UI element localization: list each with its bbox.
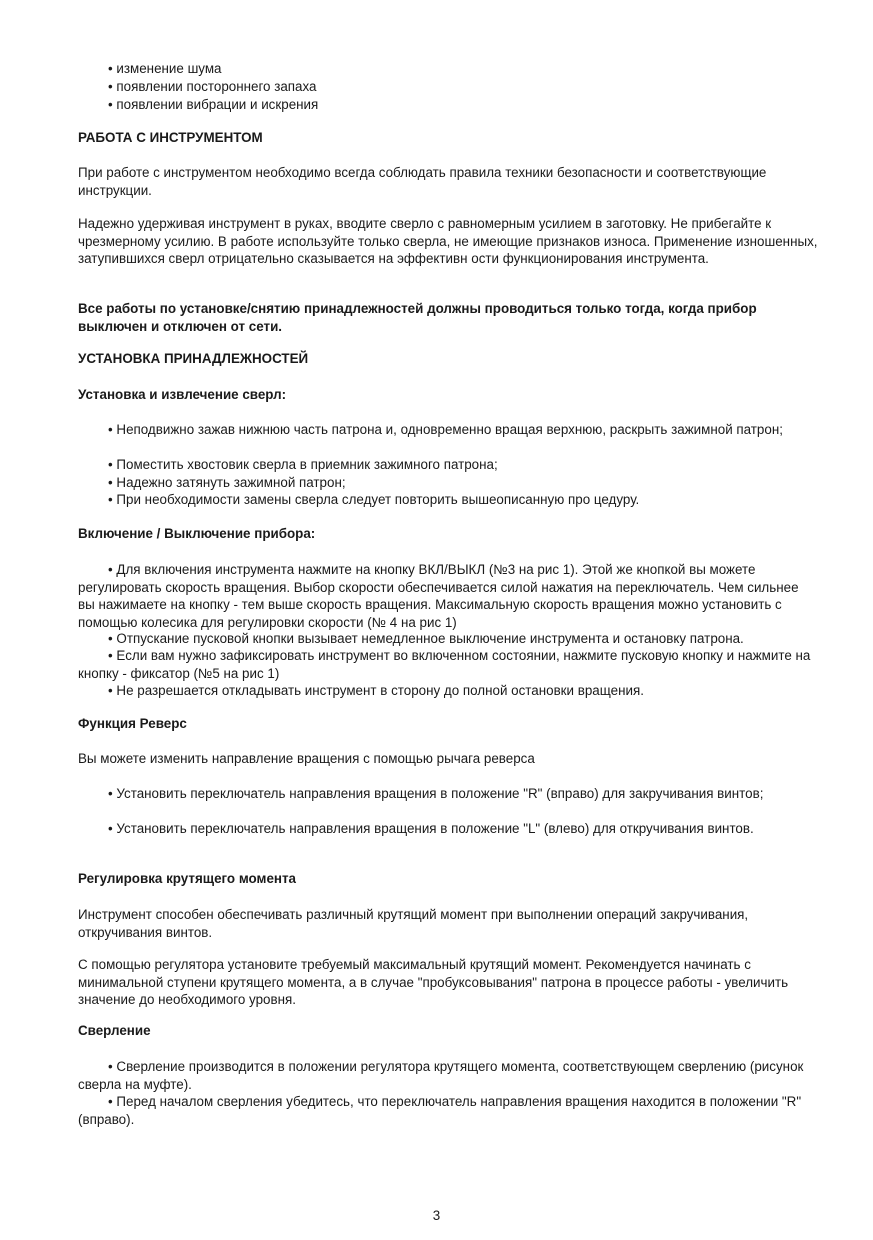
list-item: • При необходимости замены сверла следует повторить вышеописанную про цедуру.: [108, 492, 640, 507]
list-item: • Не разрешается откладывать инструмент в сторону до полной остановки вращения.: [108, 683, 644, 698]
list-item: • Если вам нужно зафиксировать инструмент во включенном состоянии, нажмите пусковую кнопку и нажмите на кнопку - фиксатор (№5 на рис 1): [78, 648, 811, 681]
section-heading: РАБОТА С ИНСТРУМЕНТОМ: [78, 130, 263, 145]
list-item: • Надежно затянуть зажимной патрон;: [108, 475, 346, 490]
list-item: • Установить переключатель направления вращения в положение "L" (влево) для откручивания винтов.: [108, 821, 754, 836]
subsection-heading: Включение / Выключение прибора:: [78, 526, 316, 541]
list-item: • Перед началом сверления убедитесь, что переключатель направления вращения находится в положении "R" (вправо).: [78, 1094, 802, 1127]
list-item: • Для включения инструмента нажмите на кнопку ВКЛ/ВЫКЛ (№3 на рис 1). Этой же кнопкой вы можете регулировать скорость вращения. Выбор скорости обеспечивается силой нажатия на переключатель. Чем сильнее вы нажимаете на кнопку - тем выше скорость вращения. Максимальную скорость вращения можно установить с помощью колесика для регулировки скорости (№ 4 на рис 1): [78, 562, 799, 630]
page-number: 3: [432, 1208, 441, 1223]
list-item: • Неподвижно зажав нижнюю часть патрона и, одновременно вращая верхнюю, раскрыть зажимной патрон;: [108, 422, 783, 437]
section-heading: УСТАНОВКА ПРИНАДЛЕЖНОСТЕЙ: [78, 351, 309, 366]
subsection-heading: Сверление: [78, 1023, 151, 1038]
list-item: • Поместить хвостовик сверла в приемник зажимного патрона;: [108, 457, 498, 472]
list-item: • появлении вибрации и искрения: [108, 97, 319, 112]
list-item: • появлении постороннего запаха: [108, 79, 317, 94]
paragraph: Надежно удерживая инструмент в руках, вводите сверло с равномерным усилием в заготовку. Не прибегайте к чрезмерному усилию. В работе используйте только сверла, не имеющие признаков износа. Применение изношенных, затупившихся сверл отрицательно сказывается на эффективн ости функционирования инструмента.: [78, 216, 818, 267]
subsection-heading: Установка и извлечение сверл:: [78, 387, 287, 402]
warning-paragraph: Все работы по установке/снятию принадлежностей должны проводиться только тогда, когда прибор выключен и отключен от сети.: [78, 301, 757, 334]
paragraph: При работе с инструментом необходимо всегда соблюдать правила техники безопасности и соответствующие инструкции.: [78, 165, 767, 198]
list-item: • Сверление производится в положении регулятора крутящего момента, соответствующем сверлению (рисунок сверла на муфте).: [78, 1059, 804, 1092]
paragraph: Инструмент способен обеспечивать различный крутящий момент при выполнении операций закручивания, откручивания винтов.: [78, 907, 749, 940]
paragraph: Вы можете изменить направление вращения с помощью рычага реверса: [78, 751, 535, 766]
subsection-heading: Регулировка крутящего момента: [78, 871, 297, 886]
subsection-heading: Функция Реверс: [78, 716, 187, 731]
list-item: • Отпускание пусковой кнопки вызывает немедленное выключение инструмента и остановку патрона.: [108, 631, 744, 646]
list-item: • Установить переключатель направления вращения в положение "R" (вправо) для закручивания винтов;: [108, 786, 764, 801]
paragraph: С помощью регулятора установите требуемый максимальный крутящий момент. Рекомендуется начинать с минимальной ступени крутящего момента, а в случае "пробуксовывания" патрона в процессе работы - увеличить значение до необходимого уровня.: [78, 957, 789, 1008]
list-item: • изменение шума: [108, 61, 222, 76]
